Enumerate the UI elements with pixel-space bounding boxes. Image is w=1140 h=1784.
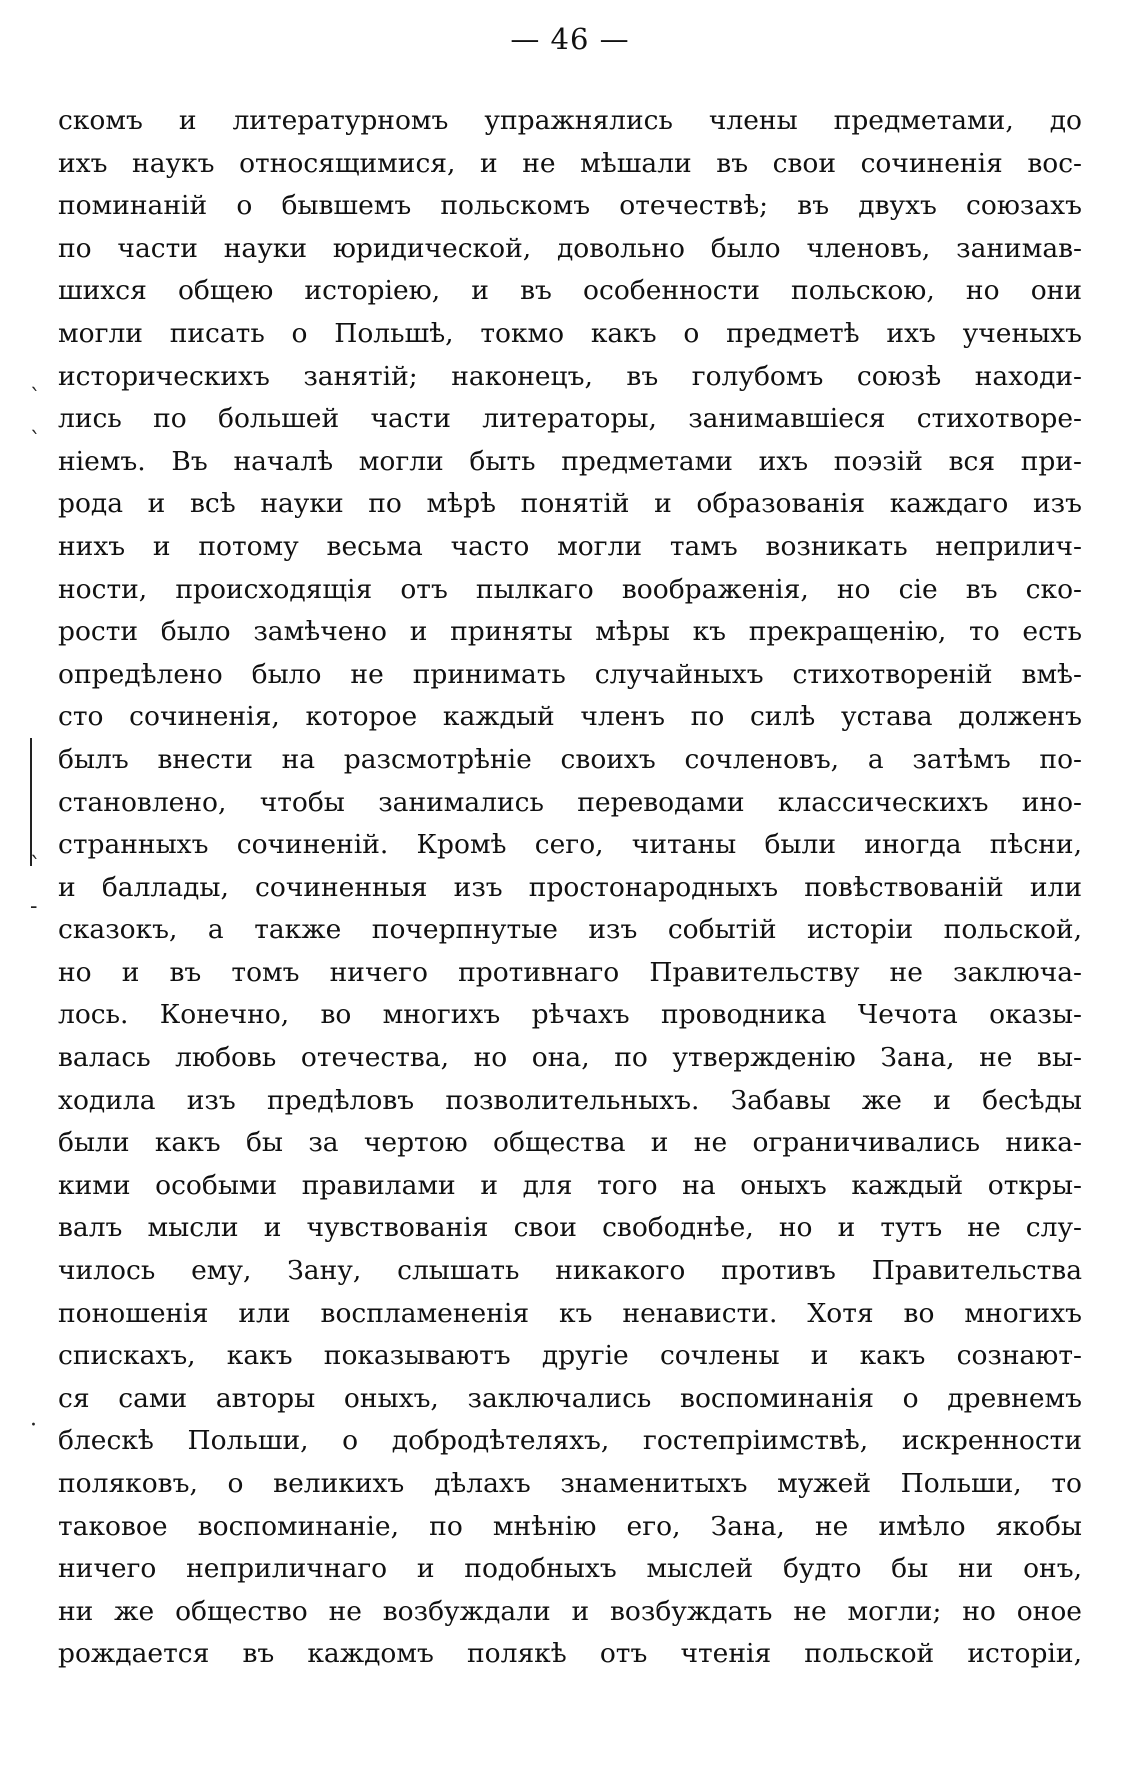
text-line: ихъ наукъ относящимися, и не мѣшали въ свои сочиненія вос-: [58, 147, 1082, 179]
page-number: — 46 —: [510, 22, 630, 56]
text-line: и баллады, сочиненныя изъ простонародныхъ повѣствованій или: [58, 871, 1082, 903]
margin-tick-mark: -: [30, 894, 38, 919]
text-line: ности, происходящія отъ пылкаго воображенія, но сіе въ ско-: [58, 573, 1082, 605]
text-line: но и въ томъ ничего противнаго Правительству не заключа-: [58, 956, 1082, 988]
text-line: ходила изъ предѣловъ позволительныхъ. Забавы же и бесѣды: [58, 1084, 1082, 1116]
text-line: шихся общею исторіею, и въ особенности польскою, но они: [58, 275, 1082, 307]
text-line: поминаній о бывшемъ польскомъ отечествѣ; въ двухъ союзахъ: [58, 190, 1082, 222]
text-line: становлено, чтобы занимались переводами классическихъ ино-: [58, 786, 1082, 818]
text-line: рости было замѣчено и приняты мѣры къ прекращенію, то есть: [58, 616, 1082, 648]
text-line: кими особыми правилами и для того на оныхъ каждый откры-: [58, 1169, 1082, 1201]
text-line: поношенія или воспламененія къ ненависти. Хотя во многихъ: [58, 1297, 1082, 1329]
margin-bracket: [30, 738, 32, 866]
text-line: историческихъ занятій; наконецъ, въ голубомъ союзѣ находи-: [58, 360, 1082, 392]
text-line: рождается въ каждомъ полякѣ отъ чтенія польской исторіи,: [58, 1638, 1082, 1670]
text-line: поляковъ, о великихъ дѣлахъ знаменитыхъ мужей Польши, то: [58, 1468, 1082, 1499]
text-line: валъ мысли и чувствованія свои свободнѣе, но и тутъ не слу-: [58, 1212, 1082, 1244]
margin-tick-mark: `: [30, 854, 41, 879]
text-line: сказокъ, а также почерпнутые изъ событій исторіи польской,: [58, 914, 1082, 946]
text-line: лись по большей части литераторы, занимавшіеся стихотворе-: [58, 403, 1082, 435]
text-line: по части науки юридической, довольно было членовъ, занимав-: [58, 232, 1082, 264]
text-line: лось. Конечно, во многихъ рѣчахъ проводника Чечота оказы-: [58, 999, 1082, 1031]
text-line: сто сочиненія, которое каждый членъ по силѣ устава долженъ: [58, 701, 1082, 733]
margin-tick-mark: ·: [30, 1413, 37, 1438]
text-line: были какъ бы за чертою общества и не ограничивались никa-: [58, 1127, 1082, 1159]
text-line: валась любовь отечества, но она, по утвержденію Зана, не вы-: [58, 1042, 1082, 1074]
text-line: спискахъ, какъ показываютъ другіе сочлены и какъ сознают-: [58, 1340, 1082, 1372]
text-line: могли писать о Польшѣ, токмо какъ о предметѣ ихъ ученыхъ: [58, 317, 1082, 349]
text-line: таковое воспоминаніе, по мнѣнію его, Зана, не имѣло якобы: [58, 1510, 1082, 1542]
text-line: опредѣлено было не принимать случайныхъ стихотвореній вмѣ-: [58, 658, 1082, 690]
text-line: нихъ и потому весьма часто могли тамъ возникать неприлич-: [58, 530, 1082, 562]
text-line: ничего неприличнаго и подобныхъ мыслей будто бы ни онъ,: [58, 1553, 1082, 1585]
margin-tick-mark: `: [30, 429, 41, 454]
text-line: чилось ему, Зану, слышать никакого противъ Правительства: [58, 1255, 1082, 1287]
text-line: рода и всѣ науки по мѣрѣ понятій и образованія каждаго изъ: [58, 488, 1082, 520]
text-line: странныхъ сочиненій. Кромѣ сего, читаны были иногда пѣсни,: [58, 829, 1082, 861]
text-line: ся сами авторы оныхъ, заключались воспоминанія о древнемъ: [58, 1382, 1082, 1414]
text-line: ніемъ. Въ началѣ могли быть предметами ихъ поэзій вся при-: [58, 445, 1082, 477]
text-line: ни же общество не возбуждали и возбуждать не могли; но оное: [58, 1595, 1082, 1627]
text-line: скомъ и литературномъ упражнялись члены предметами, до: [58, 105, 1082, 136]
margin-tick-mark: `: [30, 386, 41, 411]
text-line: блескѣ Польши, о добродѣтеляхъ, гостепріимствѣ, искренности: [58, 1425, 1082, 1457]
text-line: былъ внести на разсмотрѣніе своихъ сочленовъ, а затѣмъ по-: [58, 743, 1082, 775]
body-text: [58, 100, 1082, 1676]
